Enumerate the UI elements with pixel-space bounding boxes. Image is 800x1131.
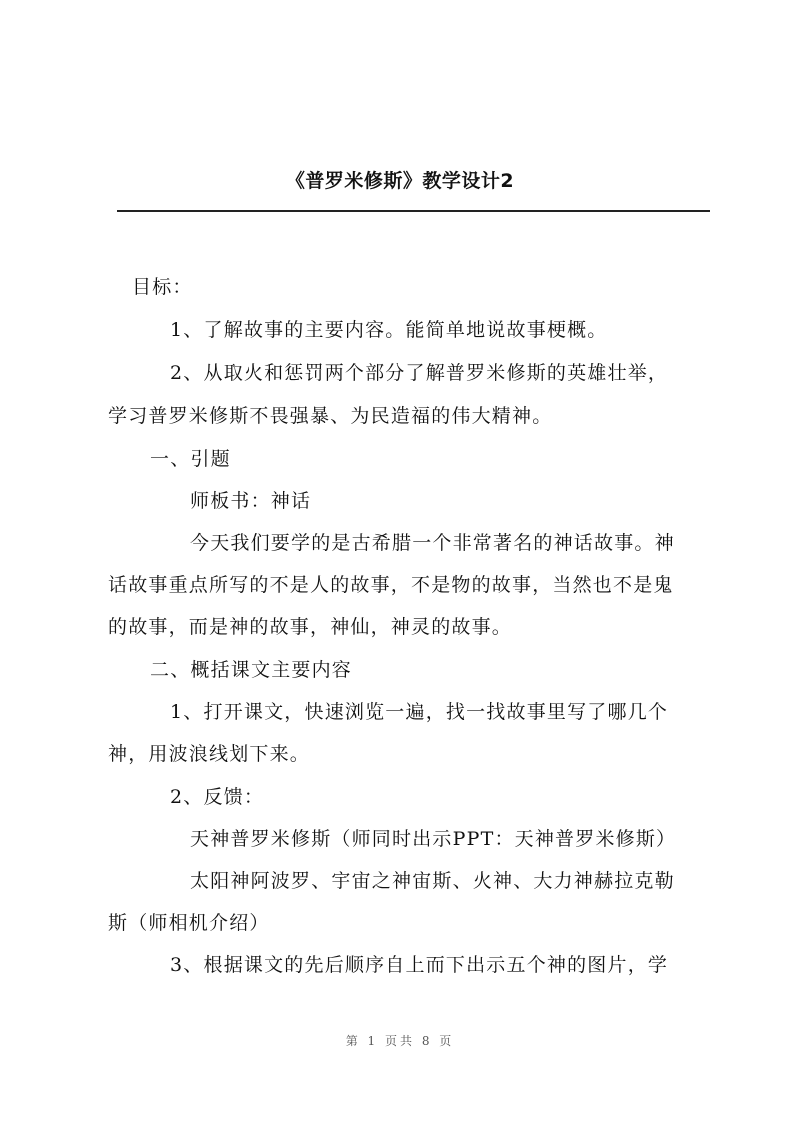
text-line-feedback-2: 太阳神阿波罗、宇宙之神宙斯、火神、大力神赫拉克勒	[190, 870, 675, 892]
document-title: 《普罗米修斯》教学设计2	[285, 170, 515, 192]
text-line-section-2-heading: 二、概括课文主要内容	[150, 659, 353, 681]
text-line-section-1-heading: 一、引题	[150, 448, 231, 470]
text-line-feedback-2-cont: 斯（师相机介绍）	[108, 912, 270, 934]
text-line-goal-heading: 目标：	[132, 276, 193, 298]
text-line-intro-3: 的故事，而是神的故事，神仙，神灵的故事。	[108, 616, 513, 638]
title-divider	[117, 210, 710, 212]
text-line-step-1: 1、打开课文，快速浏览一遍，找一找故事里写了哪几个	[170, 701, 669, 723]
page-number: 第 1 页共 8 页	[345, 1034, 455, 1048]
text-line-goal-1: 1、了解故事的主要内容。能简单地说故事梗概。	[170, 319, 608, 341]
text-line-intro-1: 今天我们要学的是古希腊一个非常著名的神话故事。神	[190, 532, 675, 554]
text-line-step-1-cont: 神，用波浪线划下来。	[108, 743, 311, 765]
text-line-blackboard: 师板书：神话	[190, 490, 312, 512]
text-line-intro-2: 话故事重点所写的不是人的故事，不是物的故事，当然也不是鬼	[108, 574, 674, 596]
text-line-goal-2: 2、从取火和惩罚两个部分了解普罗米修斯的英雄壮举，	[170, 362, 669, 384]
text-line-goal-2-cont: 学习普罗米修斯不畏强暴、为民造福的伟大精神。	[108, 405, 553, 427]
text-line-step-2: 2、反馈：	[170, 786, 265, 808]
text-line-step-3: 3、根据课文的先后顺序自上而下出示五个神的图片，学	[170, 954, 669, 976]
text-line-feedback-1: 天神普罗米修斯（师同时出示PPT：天神普罗米修斯）	[190, 828, 677, 850]
